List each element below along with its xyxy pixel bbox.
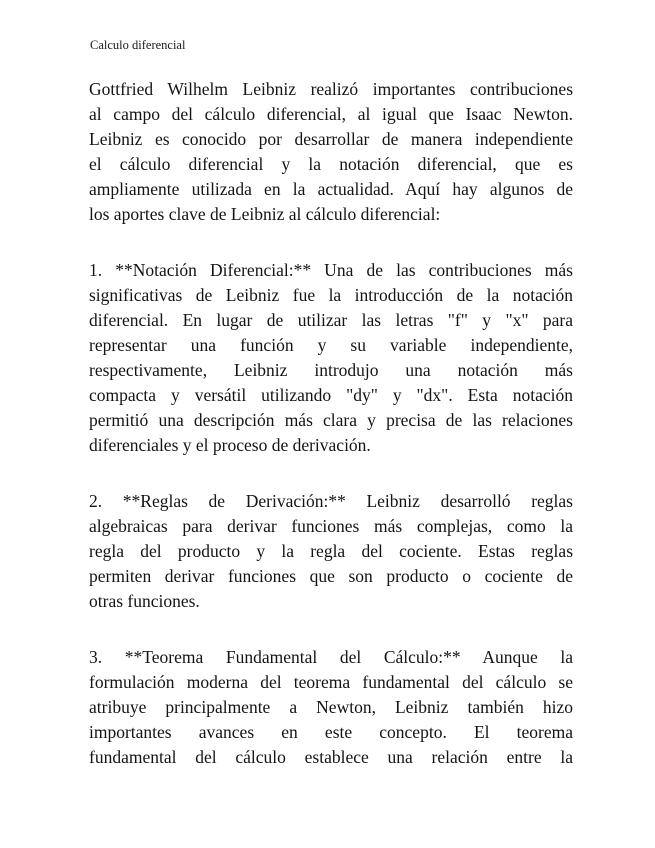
paragraph-intro [89,77,573,227]
page-header: Calculo diferencial [90,38,186,52]
text-line: fundamental del cálculo establece una relación entre la [89,747,573,767]
text-line: representar una función y su variable independiente, [89,335,573,355]
text-line: compacta y versátil utilizando "dy" y "dx". Esta notación [89,385,573,405]
document-body [89,77,573,770]
text-line: regla del producto y la regla del cociente. Estas reglas [89,541,573,561]
paragraph-item-3-teorema-fundamental [89,645,573,770]
text-line: Gottfried Wilhelm Leibniz realizó importantes contribuciones [89,79,573,99]
text-line: 1. **Notación Diferencial:** Una de las contribuciones más [89,260,573,280]
text-line: atribuye principalmente a Newton, Leibniz también hizo [89,697,573,717]
text-line: el cálculo diferencial y la notación diferencial, que es [89,154,573,174]
text-line: formulación moderna del teorema fundamental del cálculo se [89,672,573,692]
text-line: 2. **Reglas de Derivación:** Leibniz desarrolló reglas [89,491,573,511]
text-line: otras funciones. [89,591,200,611]
paragraph-item-1-notacion-diferencial [89,258,573,458]
paragraph-item-2-reglas-de-derivacion [89,489,573,614]
text-line: Leibniz es conocido por desarrollar de manera independiente [89,129,573,149]
text-line: 3. **Teorema Fundamental del Cálculo:** Aunque la [89,647,573,667]
text-line: permitió una descripción más clara y precisa de las relaciones [89,410,573,430]
text-line: diferenciales y el proceso de derivación. [89,435,371,455]
text-line: al campo del cálculo diferencial, al igual que Isaac Newton. [89,104,573,124]
text-line: algebraicas para derivar funciones más complejas, como la [89,516,573,536]
text-line: los aportes clave de Leibniz al cálculo diferencial: [89,204,441,224]
text-line: significativas de Leibniz fue la introducción de la notación [89,285,573,305]
text-line: importantes avances en este concepto. El teorema [89,722,573,742]
text-line: diferencial. En lugar de utilizar las letras "f" y "x" para [89,310,573,330]
text-line: ampliamente utilizada en la actualidad. Aquí hay algunos de [89,179,573,199]
text-line: respectivamente, Leibniz introdujo una notación más [89,360,573,380]
text-line: permiten derivar funciones que son producto o cociente de [89,566,573,586]
